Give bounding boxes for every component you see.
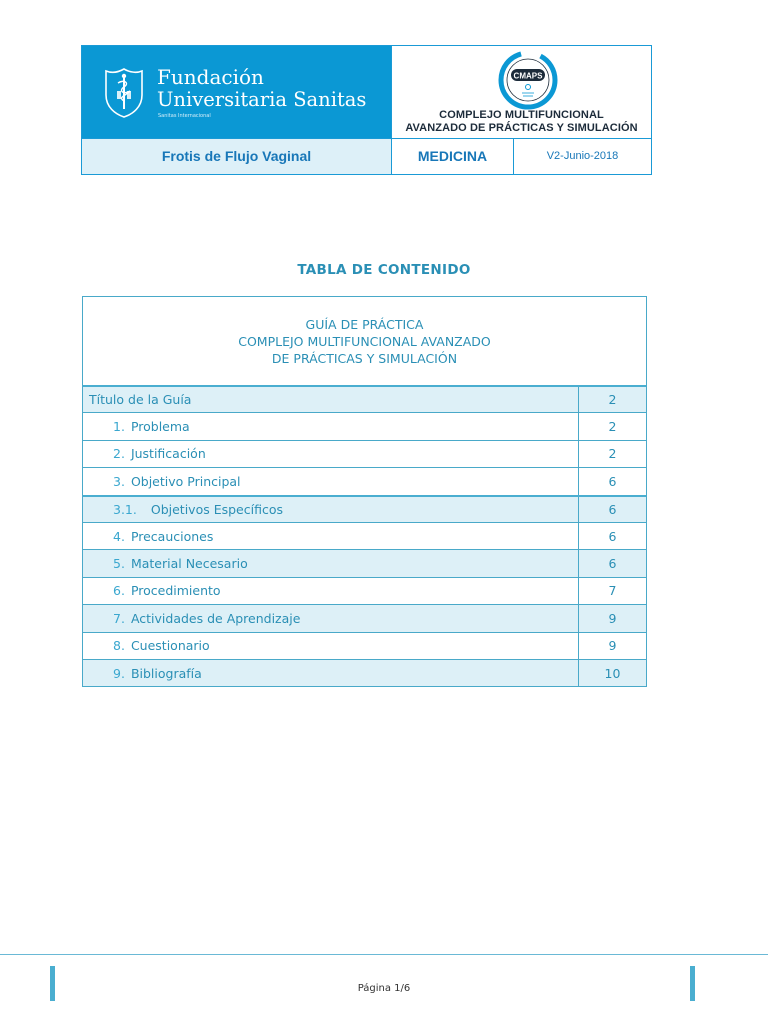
toc-row-number: 6. (113, 583, 125, 599)
toc-row-label (113, 633, 210, 659)
toc-row-label (113, 468, 241, 494)
toc-row[interactable] (83, 467, 646, 494)
toc-row-number: 1. (113, 419, 125, 435)
toc-row-page: 6 (578, 468, 646, 494)
toc-row-label (113, 578, 221, 604)
foundation-subtitle: Sanitas Internacional (158, 113, 211, 119)
guide-version: V2-Junio-2018 (514, 139, 651, 174)
footer-divider (0, 954, 768, 955)
toc-row-page: 2 (578, 441, 646, 467)
toc-row-label (113, 413, 190, 439)
cmaps-title-line1: COMPLEJO MULTIFUNCIONAL (439, 109, 604, 121)
toc-row-title: Justificación (130, 446, 206, 462)
toc-row-title: Bibliografía (130, 665, 202, 681)
toc-row-number: 7. (113, 610, 125, 626)
toc-row[interactable] (83, 632, 646, 659)
toc-row-page: 6 (578, 497, 646, 522)
toc-row-page: 9 (578, 605, 646, 631)
toc-row-page: 6 (578, 550, 646, 576)
toc-row[interactable] (83, 440, 646, 467)
toc-row-title: Precauciones (130, 528, 214, 544)
toc-row[interactable] (83, 577, 646, 604)
toc-row-label (113, 497, 283, 522)
toc-row-title: Objetivos Específicos (150, 501, 283, 517)
toc-intro-line1: GUÍA DE PRÁCTICA (305, 316, 424, 332)
document-header (81, 45, 652, 175)
toc-row[interactable] (83, 385, 646, 412)
toc-row-label (113, 550, 248, 576)
toc-row-page: 2 (578, 413, 646, 439)
toc-row-page: 9 (578, 633, 646, 659)
toc-row-page: 7 (578, 578, 646, 604)
toc-row-label (113, 523, 213, 549)
foundation-logo-cell (82, 46, 392, 138)
foundation-name-line2: Universitaria Sanitas (157, 88, 367, 111)
cmaps-title-line2: AVANZADO DE PRÁCTICAS Y SIMULACIÓN (405, 122, 638, 134)
toc-row-label (113, 605, 300, 631)
toc-row[interactable] (83, 495, 646, 522)
toc-row-number: 9. (113, 665, 125, 681)
toc-row-page: 10 (578, 660, 646, 686)
toc-intro-line2: COMPLEJO MULTIFUNCIONAL AVANZADO (238, 333, 491, 349)
toc-row-label (113, 441, 206, 467)
cmaps-title (392, 109, 651, 135)
toc-row-number: 2. (113, 446, 125, 462)
toc-intro (83, 297, 646, 385)
guide-name: Frotis de Flujo Vaginal (82, 139, 392, 174)
toc-row-title: Problema (130, 419, 190, 435)
toc-row[interactable] (83, 549, 646, 576)
foundation-crest-icon (104, 67, 144, 119)
toc-row-number: 3. (113, 473, 125, 489)
foundation-name-line1: Fundación (157, 65, 264, 89)
cmaps-logo-cell (392, 46, 651, 138)
toc-row-title: Procedimiento (130, 583, 221, 599)
toc-heading: TABLA DE CONTENIDO (297, 262, 471, 278)
toc-row-title: Título de la Guía (89, 392, 192, 408)
toc-row-title: Cuestionario (130, 638, 210, 654)
toc-row-title: Actividades de Aprendizaje (130, 610, 301, 626)
toc-row-page: 6 (578, 523, 646, 549)
toc-row-number: 4. (113, 528, 125, 544)
toc-row[interactable] (83, 522, 646, 549)
page-number: Página 1/6 (357, 983, 411, 994)
toc-row-label (113, 660, 202, 686)
toc-intro-line3: DE PRÁCTICAS Y SIMULACIÓN (271, 350, 458, 366)
guide-area: MEDICINA (392, 139, 514, 174)
toc-row[interactable] (83, 659, 646, 686)
guide-info-row (82, 138, 651, 174)
toc-row-number: 3.1. (113, 501, 137, 517)
toc-row-title: Objetivo Principal (130, 473, 241, 489)
toc-row-label (89, 387, 191, 412)
toc-row-number: 5. (113, 556, 125, 572)
toc-row-page: 2 (578, 387, 646, 412)
toc-row[interactable] (83, 604, 646, 631)
cmaps-seal-icon (498, 50, 558, 110)
toc-table (82, 296, 647, 687)
toc-row-title: Material Necesario (130, 556, 248, 572)
toc-row-number: 8. (113, 638, 125, 654)
toc-row[interactable] (83, 412, 646, 439)
cmaps-badge-text: CMAPS (513, 71, 543, 81)
